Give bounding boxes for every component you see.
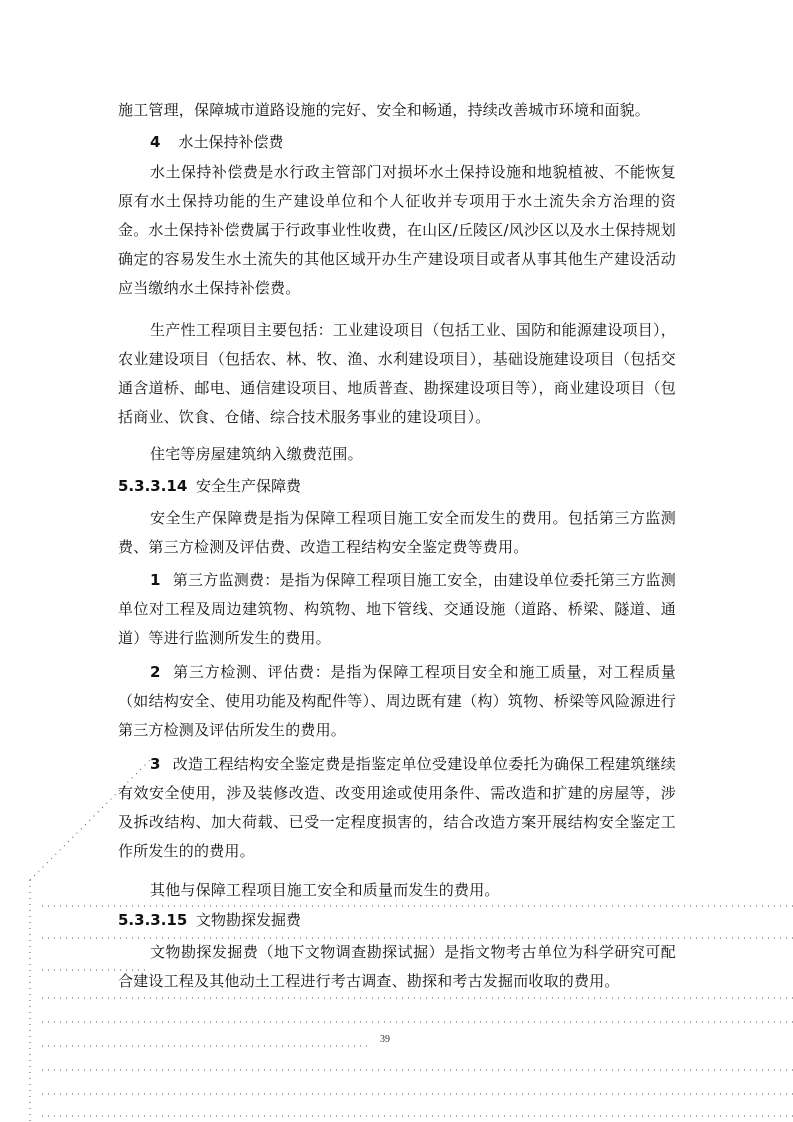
item-number: 4 — [150, 133, 161, 151]
paragraph-road-management: 施工管理，保障城市道路设施的完好、安全和畅通，持续改善城市环境和面貌。 — [118, 101, 651, 119]
list-item-text: 第三方监测费：是指为保障工程项目施工安全，由建设单位委托第三方监测单位对工程及周边建筑物、构筑物、地下管线、交通设施（道路、桥梁、隧道、通道）等进行监测所发生的费用。 — [118, 571, 676, 647]
list-item-number: 2 — [150, 663, 161, 681]
page-number: 39 — [380, 1034, 390, 1045]
section-heading-5-3-3-15 — [118, 906, 676, 935]
list-item-2 — [118, 658, 676, 745]
section-title: 安全生产保障费 — [196, 477, 302, 495]
item-title: 水土保持补偿费 — [178, 133, 284, 151]
list-item-number: 1 — [150, 571, 161, 589]
paragraph-production-projects: 生产性工程项目主要包括：工业建设项目（包括工业、国防和能源建设项目），农业建设项目（包括农、林、牧、渔、水利建设项目），基础设施建设项目（包括交通含道桥、邮电、通信建设项目、地质普查、勘探建设项目等），商业建设项目（包括商业、饮食、仓储、综合技术服务事业的建设项目）。 — [118, 321, 676, 426]
section-heading-5-3-3-14 — [118, 472, 676, 501]
list-item-text: 改造工程结构安全鉴定费是指鉴定单位受建设单位委托为确保工程建筑继续有效安全使用，涉及装修改造、改变用途或使用条件、需改造和扩建的房屋等，涉及拆改结构、加大荷载、已受一定程度损害的，结合改造方案开展结构安全鉴定工作所发生的的费用。 — [118, 755, 676, 860]
section-number: 5.3.3.14 — [118, 477, 188, 495]
paragraph-cultural-relics: 文物勘探发掘费（地下文物调查勘探试掘）是指文物考古单位为科学研究可配合建设工程及其他动土工程进行考古调查、勘探和考古发掘而收取的费用。 — [118, 943, 676, 990]
paragraph-residential: 住宅等房屋建筑纳入缴费范围。 — [150, 445, 363, 463]
section-number: 5.3.3.15 — [118, 911, 188, 929]
paragraph-soil-conservation: 水土保持补偿费是水行政主管部门对损坏水土保持设施和地貌植被、不能恢复原有水土保持功能的生产建设单位和个人征收并专项用于水土流失余方治理的资金。水土保持补偿费属于行政事业性收费，在山区/丘陵区/风沙区以及水土保持规划确定的容易发生水土流失的其他区域开办生产建设项目或者从事其他生产建设活动应当缴纳水土保持补偿费。 — [118, 163, 676, 297]
list-item-number: 3 — [150, 755, 161, 773]
paragraph-other-fees: 其他与保障工程项目施工安全和质量而发生的费用。 — [150, 881, 500, 899]
list-item-3 — [118, 750, 676, 866]
list-item-1 — [118, 566, 676, 653]
section-title: 文物勘探发掘费 — [196, 911, 302, 929]
list-item-text: 第三方检测、评估费：是指为保障工程项目安全和施工质量，对工程质量（如结构安全、使用功能及构配件等）、周边既有建（构）筑物、桥梁等风险源进行第三方检测及评估所发生的费用。 — [118, 663, 676, 739]
item-heading-4 — [150, 128, 283, 157]
paragraph-safety-fee: 安全生产保障费是指为保障工程项目施工安全而发生的费用。包括第三方监测费、第三方检测及评估费、改造工程结构安全鉴定费等费用。 — [118, 509, 676, 556]
